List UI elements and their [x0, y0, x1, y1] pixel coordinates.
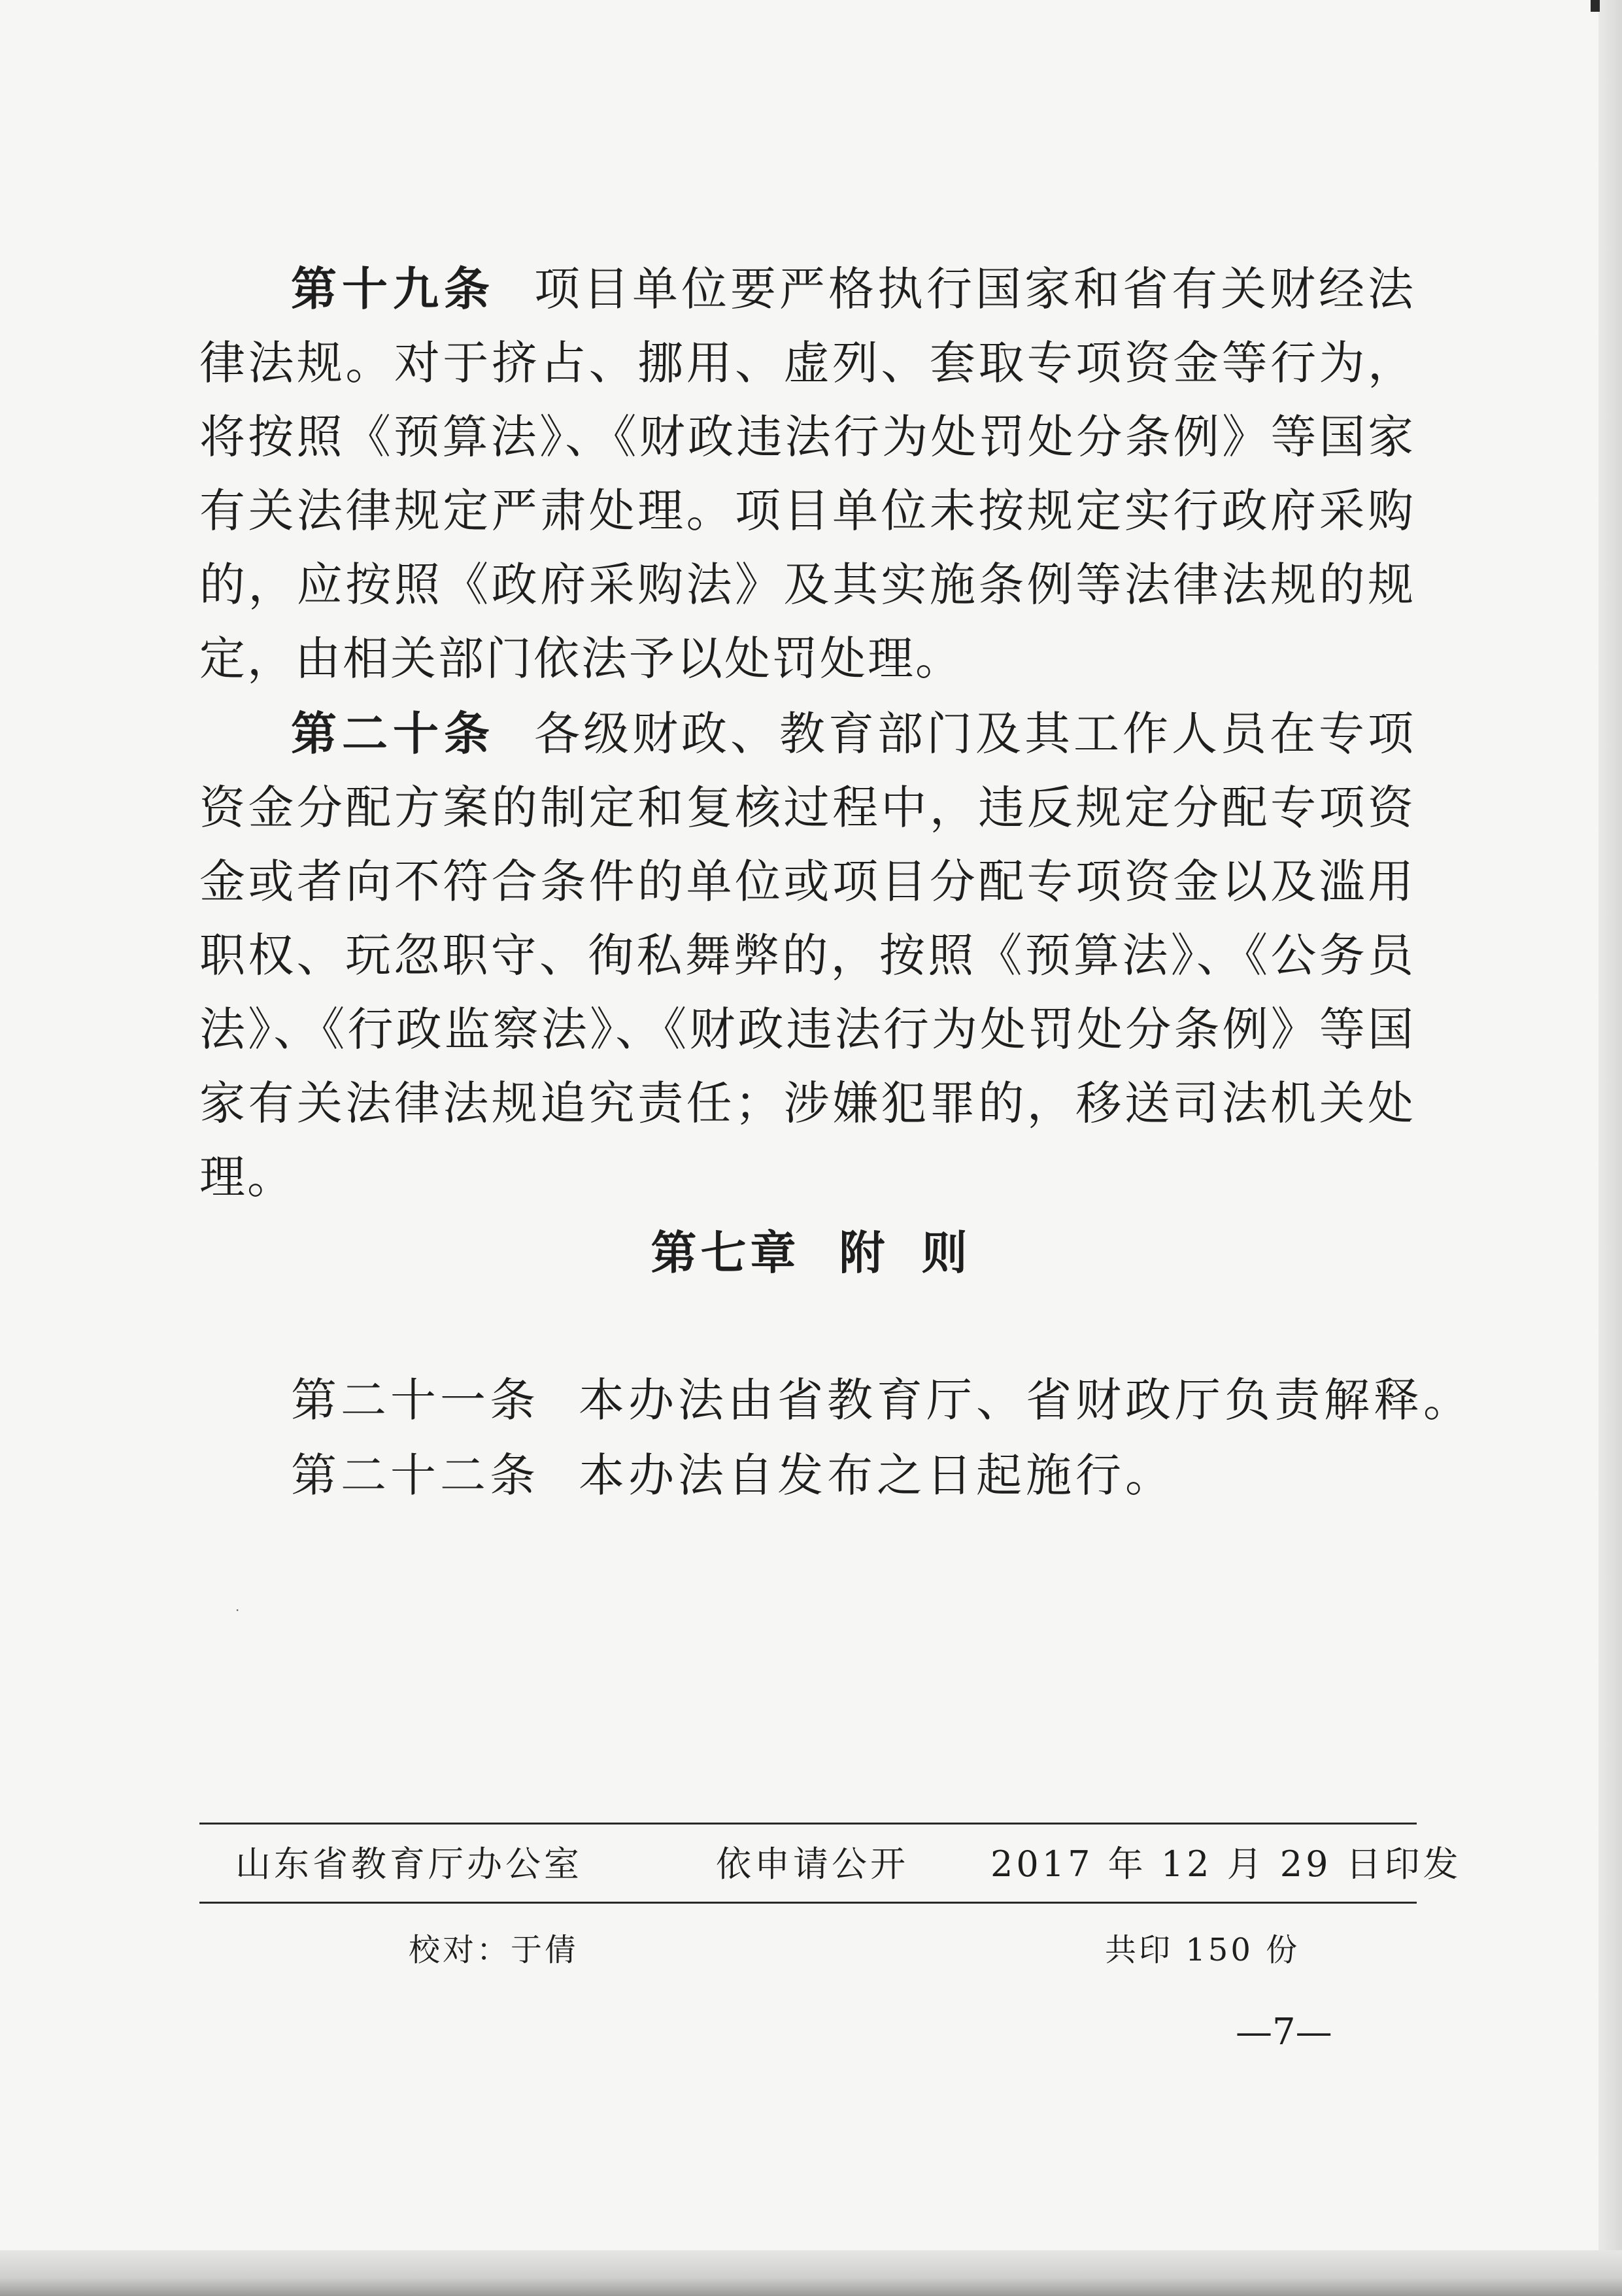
article-19 — [199, 252, 1415, 696]
footer-disclosure: 依申请公开 — [716, 1843, 909, 1885]
article-20 — [199, 696, 1415, 1214]
article-20-label: 第二十条 — [291, 706, 495, 761]
scan-edge-bottom — [0, 2250, 1622, 2296]
article-22 — [291, 1439, 1175, 1505]
article-21-text: 本办法由省教育厅、省财政厅负责解释。 — [579, 1373, 1473, 1427]
article-19-text: 项目单位要严格执行国家和省有关财经法律法规。对于挤占、挪用、虚列、套取专项资金等行为，将按照《预算法》、《财政违法行为处罚处分条例》等国家有关法律规定严肃处理。项目单位未按规定实行政府采购的，应按照《政府采购法》及其实施条例等法律法规的规定，由相关部门依法予以处罚处理。 — [199, 262, 1415, 685]
footer-issuer: 山东省教育厅办公室 — [235, 1843, 583, 1885]
footer-issue-date: 2017 年 12 月 29 日印发 — [990, 1843, 1462, 1885]
article-21-label: 第二十一条 — [291, 1373, 539, 1427]
article-19-label: 第十九条 — [291, 262, 495, 316]
chapter-title-first: 附 — [839, 1226, 889, 1280]
article-21 — [291, 1363, 1473, 1430]
scan-mark — [1591, 0, 1600, 12]
article-22-text: 本办法自发布之日起施行。 — [579, 1448, 1175, 1502]
chapter-heading — [0, 1216, 1622, 1282]
footer-rule-bottom — [199, 1902, 1417, 1904]
scan-speck: · — [235, 1602, 240, 1618]
article-20-text: 各级财政、教育部门及其工作人员在专项资金分配方案的制定和复核过程中，违反规定分配专项资金或者向不符合条件的单位或项目分配专项资金以及滥用职权、玩忽职守、徇私舞弊的，按照《预算法》、《公务员法》、《行政监察法》、《财政违法行为处罚处分条例》等国家有关法律法规追究责任；涉嫌犯罪的，移送司法机关处理。 — [199, 707, 1415, 1204]
scan-edge-right — [1598, 0, 1622, 2296]
footer-copies: 共印 150 份 — [1105, 1932, 1300, 1968]
page-number: —7— — [1236, 2011, 1332, 2053]
footer-proofreader: 校对：于倩 — [409, 1932, 579, 1968]
chapter-number: 第七章 — [650, 1226, 800, 1280]
chapter-title-second: 则 — [921, 1226, 972, 1280]
footer-rule-top — [199, 1823, 1417, 1825]
article-22-label: 第二十二条 — [291, 1448, 539, 1502]
